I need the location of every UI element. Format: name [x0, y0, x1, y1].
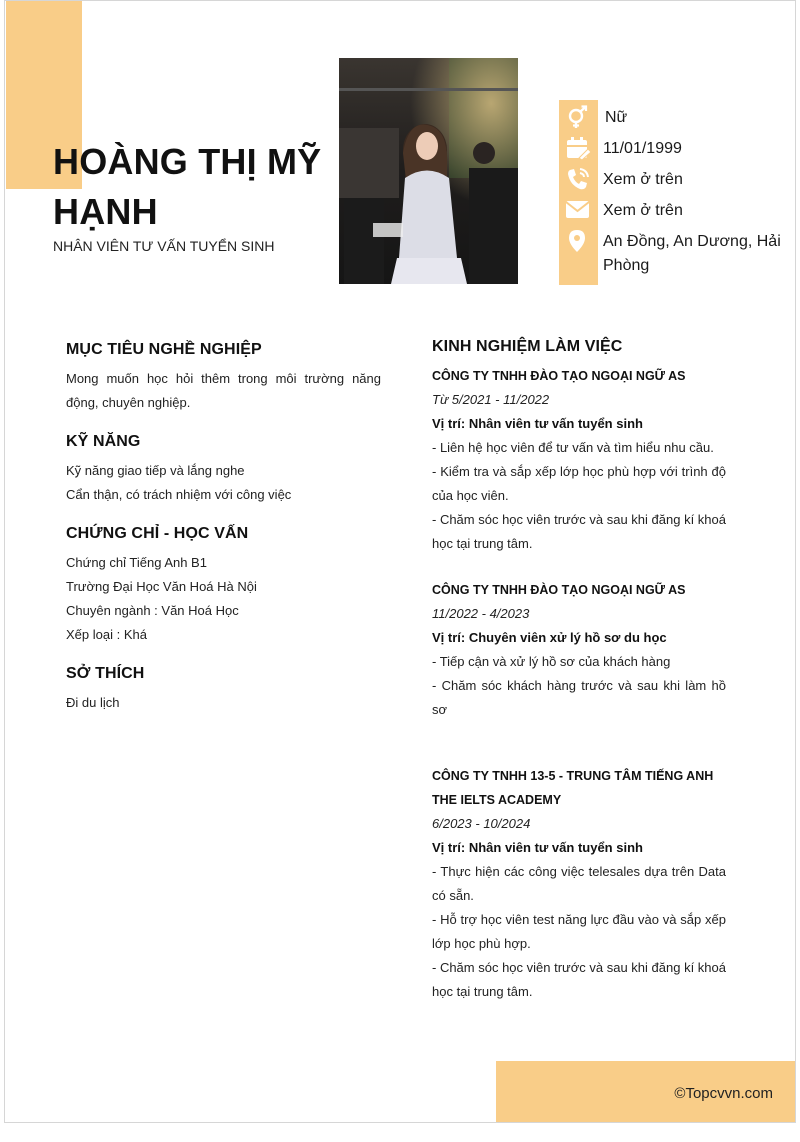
calendar-icon — [565, 136, 591, 160]
contact-info — [559, 101, 795, 281]
job-duty: - Chăm sóc học viên trước và sau khi đăng kí khoá học tại trung tâm. — [432, 512, 726, 551]
email-icon — [565, 198, 591, 222]
contact-birthday — [559, 132, 795, 163]
phone-text: Xem ở trên — [603, 171, 683, 188]
email-text: Xem ở trên — [603, 202, 683, 219]
hobbies-section — [66, 665, 381, 715]
gender-icon — [565, 105, 591, 129]
job-duty: - Chăm sóc khách hàng trước và sau khi làm hồ sơ — [432, 678, 726, 717]
gender-text: Nữ — [605, 109, 628, 126]
education-item: Xếp loại : Khá — [66, 627, 147, 642]
cv-page — [4, 0, 796, 1123]
hobby-item: Đi du lịch — [66, 695, 120, 710]
objective-title: MỤC TIÊU NGHỀ NGHIỆP — [66, 341, 262, 358]
job-company: CÔNG TY TNHH 13-5 - TRUNG TÂM TIẾNG ANH THE IELTS ACADEMY — [432, 769, 714, 807]
skill-item: Kỹ năng giao tiếp và lắng nghe — [66, 463, 245, 478]
job-duty: - Thực hiện các công việc telesales dựa trên Data có sẵn. — [432, 864, 726, 903]
profile-photo — [339, 58, 518, 284]
left-column — [66, 341, 381, 733]
job-duty: - Tiếp cận và xử lý hồ sơ của khách hàng — [432, 654, 671, 669]
job-entry — [432, 364, 726, 556]
job-duty: - Kiểm tra và sắp xếp lớp học phù hợp với trình độ của học viên. — [432, 464, 726, 503]
contact-email — [559, 194, 795, 225]
candidate-name: HOÀNG THỊ MỸ HẠNH — [53, 141, 322, 232]
skills-title: KỸ NĂNG — [66, 433, 141, 450]
job-time: 11/2022 - 4/2023 — [432, 606, 530, 621]
location-icon — [565, 229, 591, 253]
birthday-text: 11/01/1999 — [603, 140, 682, 157]
hobbies-title: SỞ THÍCH — [66, 665, 145, 682]
job-role: Vị trí: Chuyên viên xử lý hồ sơ du học — [432, 630, 667, 645]
education-item: Trường Đại Học Văn Hoá Hà Nội — [66, 579, 257, 594]
education-item: Chuyên ngành : Văn Hoá Học — [66, 603, 239, 618]
job-duty: - Liên hệ học viên để tư vấn và tìm hiểu nhu cầu. — [432, 440, 714, 455]
contact-address — [559, 225, 795, 281]
copyright-text: ©Topcvvn.com — [674, 1085, 773, 1102]
experience-column — [432, 338, 726, 1026]
job-title: NHÂN VIÊN TƯ VẤN TUYỂN SINH — [53, 238, 275, 254]
contact-gender — [559, 101, 795, 132]
skill-item: Cẩn thận, có trách nhiệm với công việc — [66, 487, 292, 502]
education-title: CHỨNG CHỈ - HỌC VẤN — [66, 525, 249, 542]
job-role: Vị trí: Nhân viên tư vấn tuyển sinh — [432, 840, 643, 855]
objective-text: Mong muốn học hỏi thêm trong môi trường năng động, chuyên nghiệp. — [66, 371, 381, 410]
job-time: Từ 5/2021 - 11/2022 — [432, 392, 550, 407]
education-item: Chứng chỉ Tiếng Anh B1 — [66, 555, 207, 570]
job-duty: - Hỗ trợ học viên test năng lực đầu vào và sắp xếp lớp học phù hợp. — [432, 912, 726, 951]
address-text: An Đồng, An Dương, Hải Phòng — [603, 233, 781, 274]
phone-icon — [565, 167, 591, 191]
experience-title: KINH NGHIỆM LÀM VIỆC — [432, 338, 623, 355]
job-role: Vị trí: Nhân viên tư vấn tuyển sinh — [432, 416, 643, 431]
job-entry — [432, 764, 726, 1004]
job-duty: - Chăm sóc học viên trước và sau khi đăng kí khoá học tại trung tâm. — [432, 960, 726, 999]
objective-section — [66, 341, 381, 415]
education-section — [66, 525, 381, 647]
job-company: CÔNG TY TNHH ĐÀO TẠO NGOẠI NGỮ AS — [432, 583, 686, 597]
job-entry — [432, 578, 726, 722]
job-time: 6/2023 - 10/2024 — [432, 816, 531, 831]
skills-section — [66, 433, 381, 507]
contact-phone — [559, 163, 795, 194]
job-company: CÔNG TY TNHH ĐÀO TẠO NGOẠI NGỮ AS — [432, 369, 686, 383]
